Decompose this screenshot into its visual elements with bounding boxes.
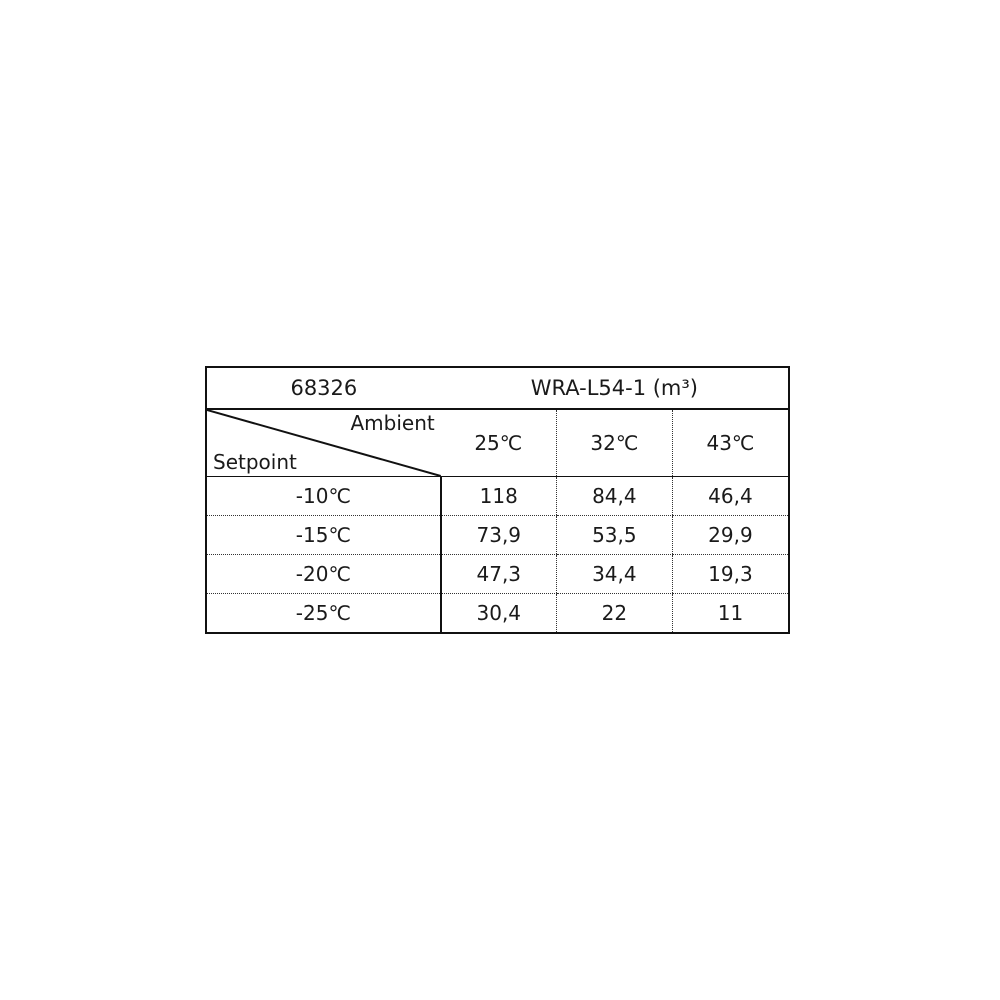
table-model-cell: WRA-L54-1 (m³) <box>441 367 789 409</box>
setpoint-label: -15℃ <box>206 516 441 555</box>
setpoint-label: -20℃ <box>206 555 441 594</box>
table-row <box>206 594 789 634</box>
capacity-value: 118 <box>441 477 557 516</box>
table-title-row <box>206 367 789 409</box>
ambient-axis-label: Ambient <box>350 411 435 435</box>
capacity-value: 30,4 <box>476 601 522 625</box>
setpoint-label: -10℃ <box>206 477 441 516</box>
ambient-header-32: 32℃ <box>556 409 672 477</box>
table-header-row <box>206 409 789 477</box>
capacity-value: 22 <box>556 594 672 634</box>
corner-inner <box>207 410 441 476</box>
ambient-header-43: 43℃ <box>672 409 789 477</box>
capacity-table <box>205 366 790 634</box>
table-row <box>206 477 789 516</box>
capacity-value: 34,4 <box>556 555 672 594</box>
capacity-value: 47,3 <box>441 555 557 594</box>
capacity-value: 73,9 <box>441 516 557 555</box>
capacity-value: 19,3 <box>672 555 789 594</box>
capacity-value: 84,4 <box>556 477 672 516</box>
table-row <box>206 555 789 594</box>
capacity-value: 11 <box>672 594 789 634</box>
setpoint-label: -25℃ <box>206 594 441 634</box>
capacity-value: 29,9 <box>672 516 789 555</box>
capacity-value: 53,5 <box>556 516 672 555</box>
setpoint-axis-label: Setpoint <box>213 450 297 474</box>
corner-header-cell <box>206 409 441 477</box>
table-code-cell: 68326 <box>206 367 441 409</box>
capacity-value: 46,4 <box>672 477 789 516</box>
ambient-header-25: 25℃ <box>441 409 557 477</box>
table-row <box>206 516 789 555</box>
